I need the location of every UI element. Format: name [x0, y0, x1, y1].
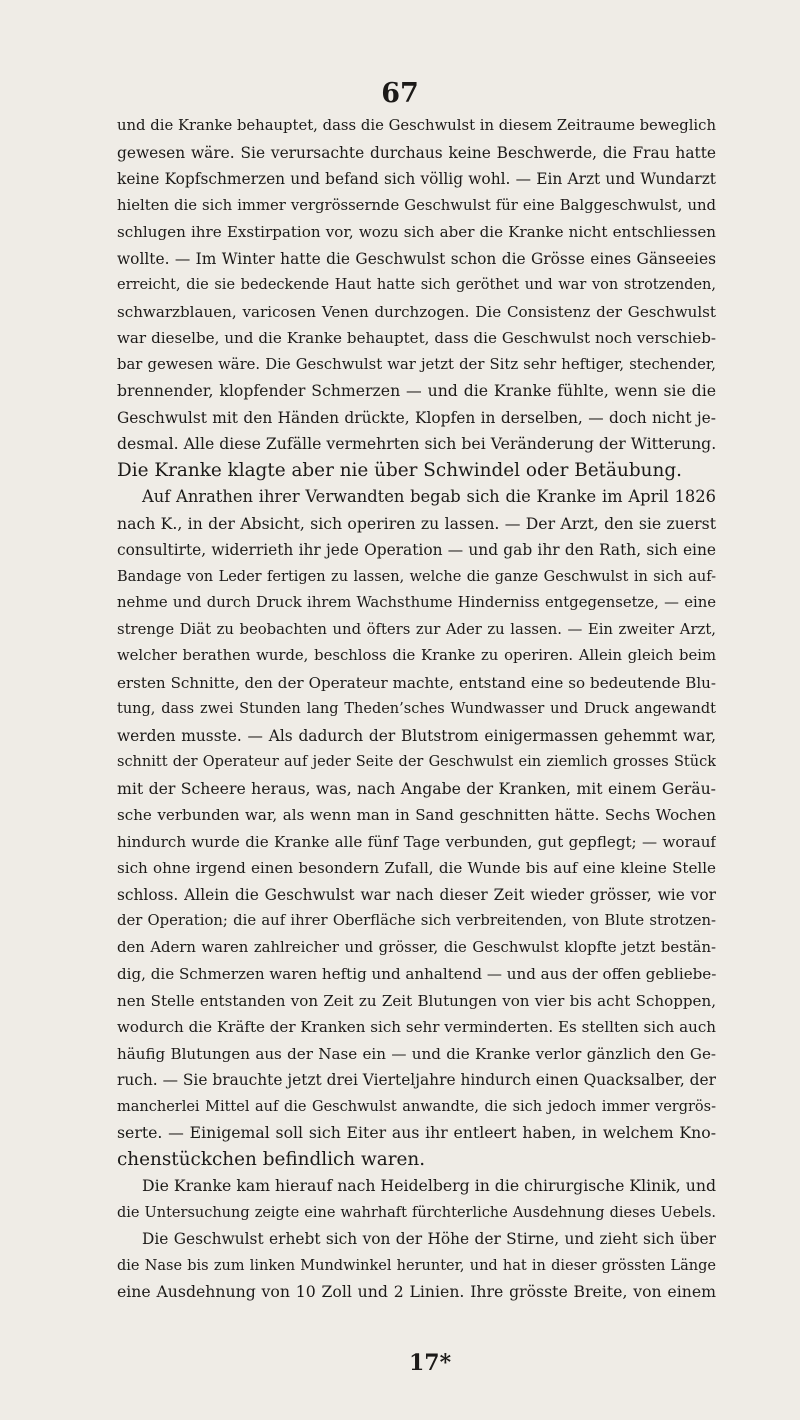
text-line: schnitt der Operateur auf jeder Seite der Geschwulst ein ziemlich grosses Stück	[117, 754, 716, 770]
text-line: der Operation; die auf ihrer Oberfläche sich verbreitenden, von Blute strotzen-	[117, 912, 716, 929]
text-line: gewesen wäre. Sie verursachte durchaus keine Beschwerde, die Frau hatte	[117, 143, 716, 162]
text-line: nen Stelle entstanden von Zeit zu Zeit Blutungen von vier bis acht Schoppen,	[117, 991, 716, 1010]
text-line: nehme und durch Druck ihrem Wachsthume Hinderniss entgegensetze, — eine	[117, 594, 716, 611]
text-line: schlugen ihre Exstirpation vor, wozu sich aber die Kranke nicht entschliessen	[117, 223, 716, 241]
text-line: die Nase bis zum linken Mundwinkel herunter, und hat in dieser grössten Länge	[117, 1257, 716, 1274]
text-line: wodurch die Kräfte der Kranken sich sehr verminderten. Es stellten sich auch	[117, 1018, 716, 1036]
text-line: desmal. Alle diese Zufälle vermehrten sich bei Veränderung der Witterung.	[117, 434, 716, 453]
text-line: ruch. — Sie brauchte jetzt drei Vierteljahre hindurch einen Quacksalber, der	[117, 1071, 716, 1089]
page-number: 67	[381, 78, 419, 109]
text-line: Die Kranke kam hierauf nach Heidelberg in die chirurgische Klinik, und	[142, 1176, 716, 1195]
text-line: und die Kranke behauptet, dass die Geschwulst in diesem Zeitraume beweglich	[117, 117, 716, 134]
text-line: nach K., in der Absicht, sich operiren zu lassen. — Der Arzt, den sie zuerst	[117, 513, 716, 533]
text-line: consultirte, widerrieth ihr jede Operation — und gab ihr den Rath, sich eine	[117, 541, 716, 559]
text-line: schwarzblauen, varicosen Venen durchzogen. Die Consistenz der Geschwulst	[117, 302, 716, 321]
text-line: den Adern waren zahlreicher und grösser, die Geschwulst klopfte jetzt bestän-	[117, 938, 716, 956]
text-line: Geschwulst mit den Händen drückte, Klopfen in derselben, — doch nicht je-	[117, 408, 716, 427]
text-line: wollte. — Im Winter hatte die Geschwulst schon die Grösse eines Gänseeies	[117, 249, 716, 268]
text-line: strenge Diät zu beobachten und öfters zur Ader zu lassen. — Ein zweiter Arzt,	[117, 620, 716, 638]
text-line: sich ohne irgend einen besondern Zufall, die Wunde bis auf eine kleine Stelle	[117, 859, 716, 877]
text-line: die Untersuchung zeigte eine wahrhaft fürchterliche Ausdehnung dieses Uebels.	[117, 1204, 716, 1221]
text-line: erreicht, die sie bedeckende Haut hatte sich geröthet und war von strotzenden,	[117, 277, 716, 293]
text-line: serte. — Einigemal soll sich Eiter aus ihr entleert haben, in welchem Kno-	[117, 1123, 716, 1142]
text-line: welcher berathen wurde, beschloss die Kranke zu operiren. Allein gleich beim	[117, 647, 716, 664]
text-line: Die Kranke klagte aber nie über Schwindel oder Betäubung.	[117, 459, 682, 481]
text-line: keine Kopfschmerzen und befand sich völlig wohl. — Ein Arzt und Wundarzt	[117, 170, 716, 188]
text-line: bar gewesen wäre. Die Geschwulst war jetzt der Sitz sehr heftiger, stechender,	[117, 355, 716, 373]
text-line: hielten die sich immer vergrössernde Geschwulst für eine Balggeschwulst, und	[117, 196, 716, 214]
text-line: Auf Anrathen ihrer Verwandten begab sich die Kranke im April 1826	[142, 487, 716, 506]
text-line: mancherlei Mittel auf die Geschwulst anwandte, die sich jedoch immer vergrös-	[117, 1098, 716, 1115]
text-line: schloss. Allein die Geschwulst war nach dieser Zeit wieder grösser, wie vor	[117, 885, 716, 904]
text-line: Die Geschwulst erhebt sich von der Höhe der Stirne, und zieht sich über	[142, 1230, 716, 1248]
text-line: dig, die Schmerzen waren heftig und anhaltend — und aus der offen gebliebe-	[117, 965, 716, 983]
text-line: mit der Scheere heraus, was, nach Angabe der Kranken, mit einem Geräu-	[117, 778, 716, 798]
text-line: Bandage von Leder fertigen zu lassen, welche die ganze Geschwulst in sich auf-	[117, 568, 716, 585]
text-line: häufig Blutungen aus der Nase ein — und die Kranke verlor gänzlich den Ge-	[117, 1044, 716, 1063]
text-line: ersten Schnitte, den der Operateur machte, entstand eine so bedeutende Blu-	[117, 673, 716, 692]
body-text	[117, 113, 716, 1306]
text-line: war dieselbe, und die Kranke behauptet, dass die Geschwulst noch verschieb-	[117, 329, 716, 347]
text-line: sche verbunden war, als wenn man in Sand geschnitten hätte. Sechs Wochen	[117, 806, 716, 824]
text-line: eine Ausdehnung von 10 Zoll und 2 Linien. Ihre grösste Breite, von einem	[117, 1282, 716, 1301]
text-line: werden musste. — Als dadurch der Blutstrom einigermassen gehemmt war,	[117, 726, 716, 745]
text-line: hindurch wurde die Kranke alle fünf Tage verbunden, gut gepflegt; — worauf	[117, 832, 716, 851]
text-line: tung, dass zwei Stunden lang Theden’sches Wundwasser und Druck angewandt	[117, 701, 716, 717]
text-line: chenstückchen befindlich waren.	[117, 1148, 426, 1170]
text-line: brennender, klopfender Schmerzen — und die Kranke fühlte, wenn sie die	[117, 381, 716, 400]
signature-mark: 17*	[409, 1350, 452, 1376]
